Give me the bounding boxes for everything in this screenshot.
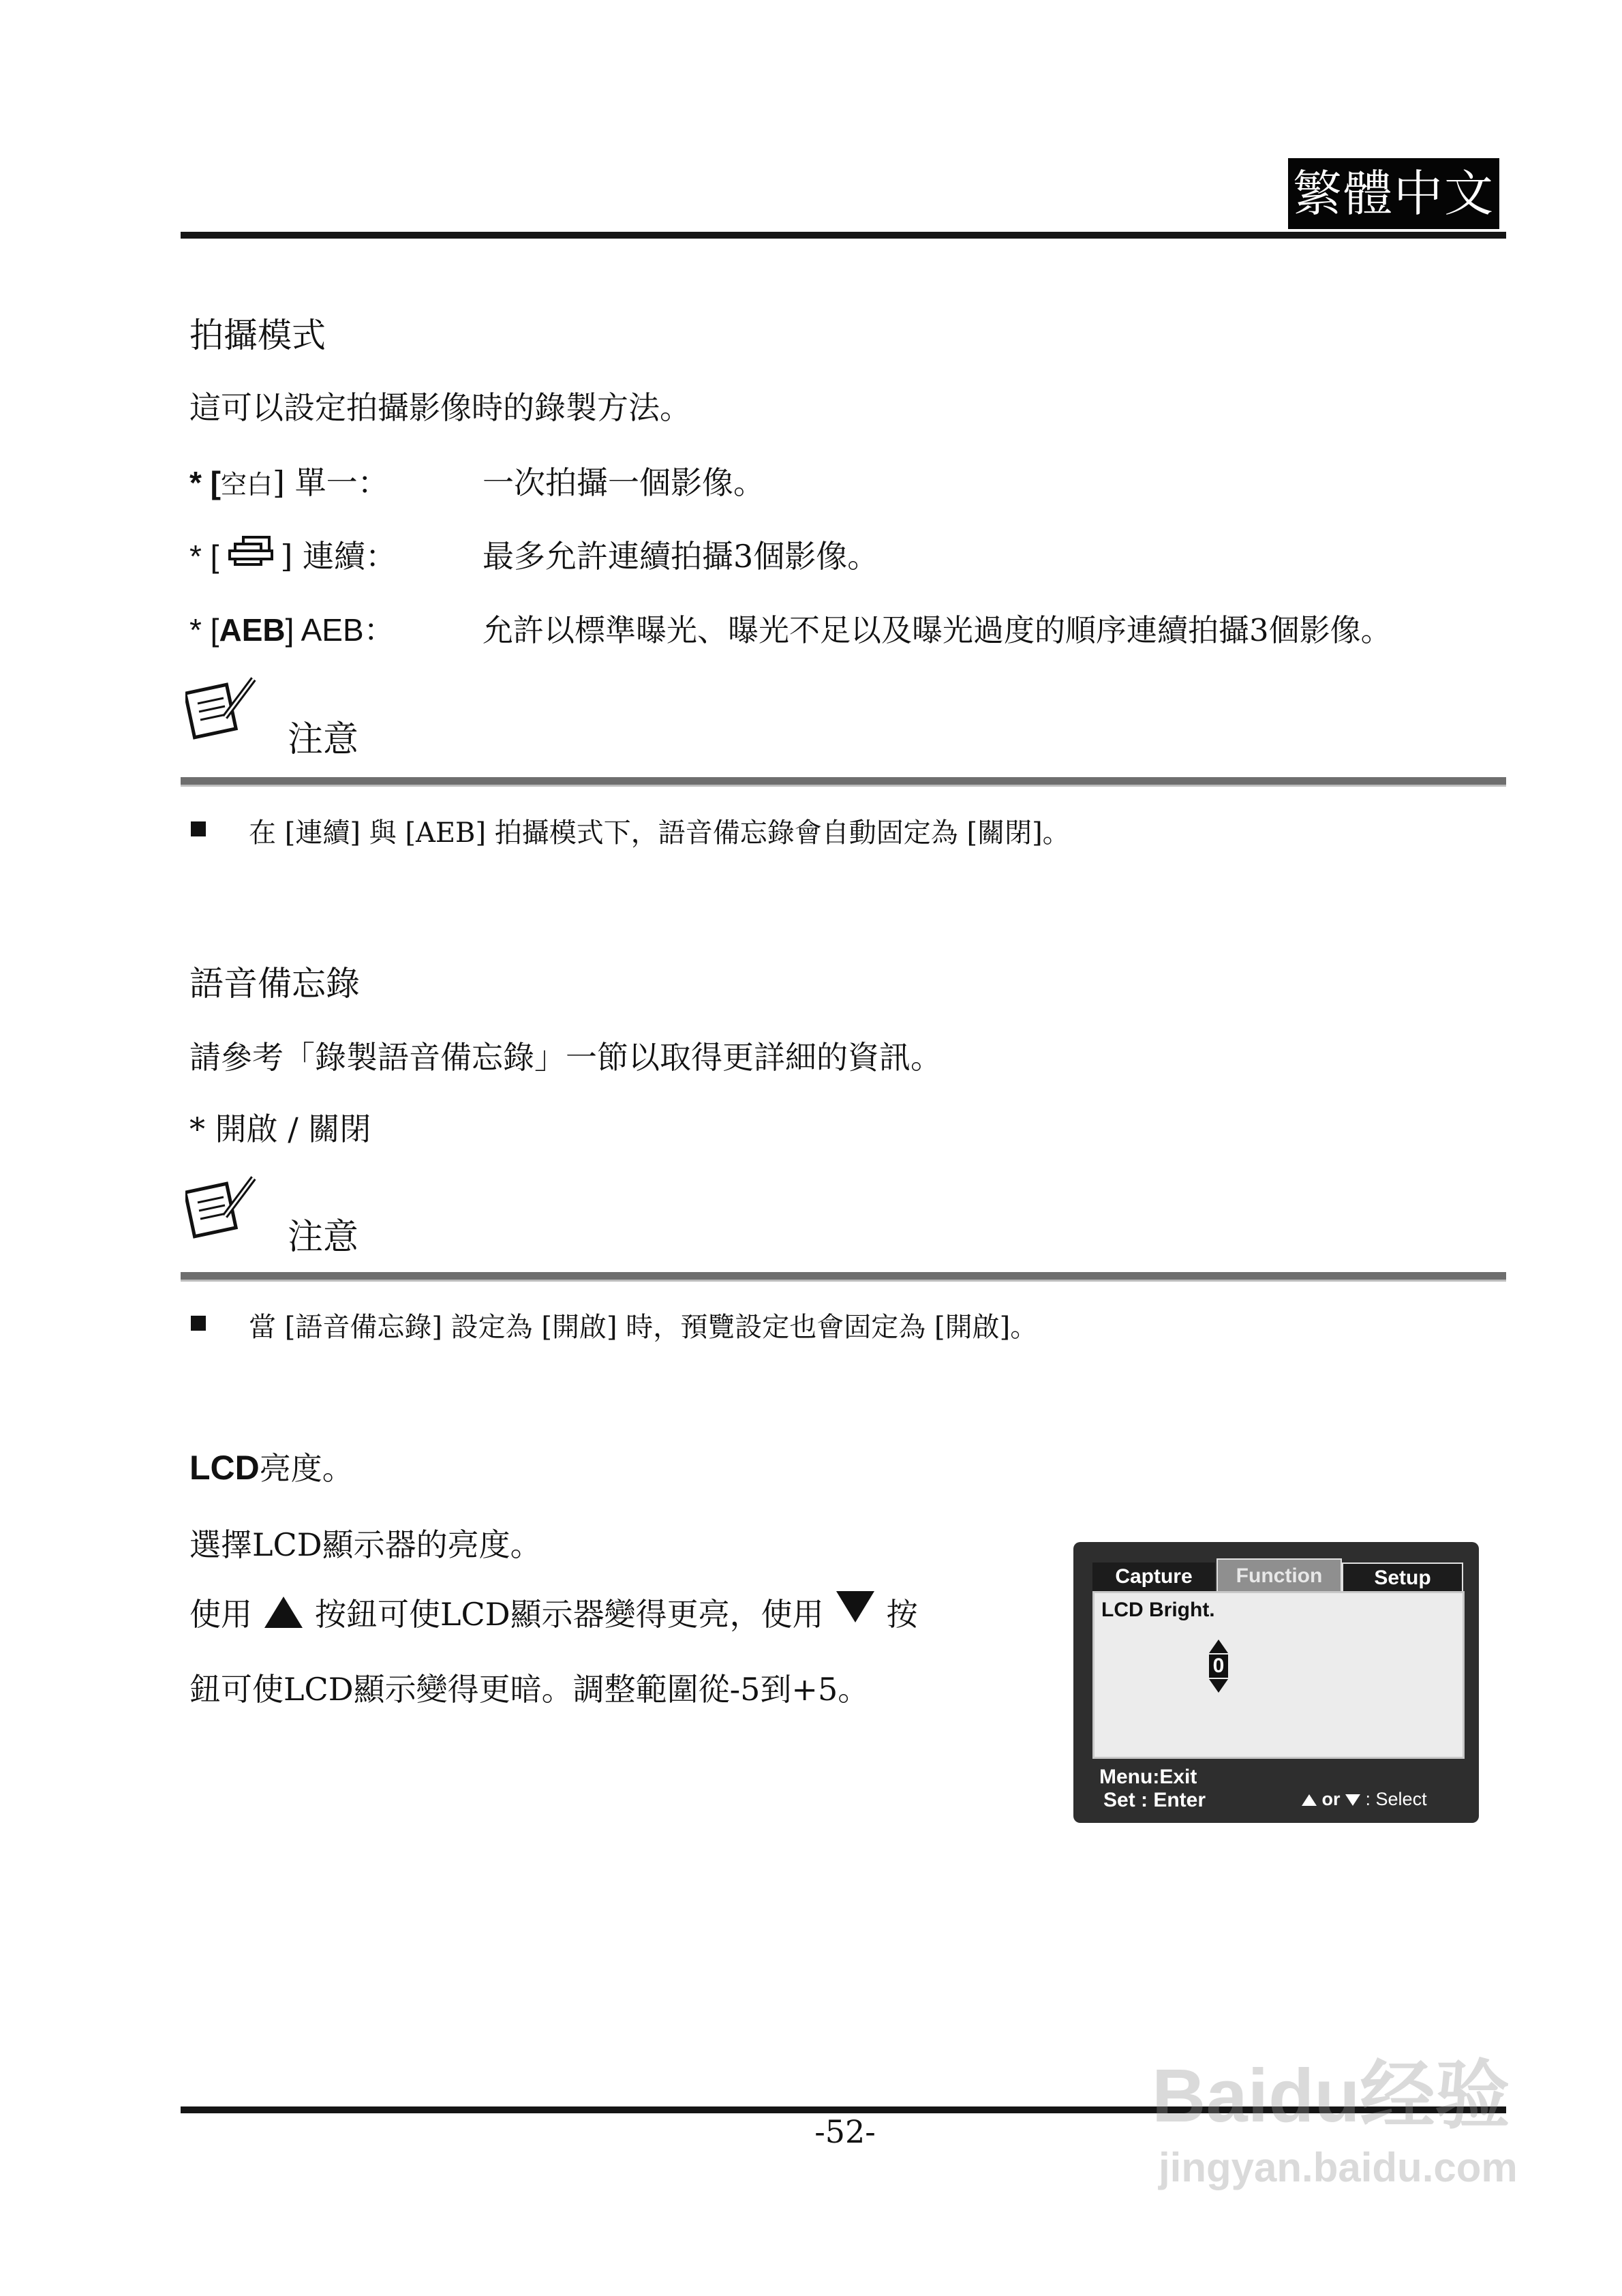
option-single-desc: 一次拍攝一個影像。 bbox=[483, 464, 765, 501]
section-description: 這可以設定拍攝影像時的錄製方法。 bbox=[189, 389, 691, 426]
option-aeb: * [AEB] AEB： bbox=[189, 612, 395, 648]
note-text-2: 當 [語音備忘錄] 設定為 [開啟] 時，預覽設定也會固定為 [開啟]。 bbox=[249, 1312, 1038, 1343]
brightness-stepper bbox=[1207, 1640, 1230, 1693]
watermark bbox=[1152, 2052, 1518, 2195]
note-text-1: 在 [連續] 與 [AEB] 拍攝模式下，語音備忘錄會自動固定為 [關閉]。 bbox=[249, 817, 1070, 849]
tab-setup: Setup bbox=[1342, 1562, 1463, 1592]
lcd-instruction-line-2: 鈕可使LCD顯示變得更暗。調整範圍從-5到+5。 bbox=[189, 1671, 870, 1708]
burst-icon bbox=[228, 536, 271, 571]
down-triangle-icon bbox=[1345, 1794, 1360, 1806]
option-burst: * [ ] 連續： bbox=[189, 532, 397, 577]
set-enter-hint: Set : Enter bbox=[1103, 1789, 1206, 1811]
watermark-brand: Baidu经验 bbox=[1152, 2054, 1510, 2138]
header-rule bbox=[181, 232, 1506, 239]
watermark-url: jingyan.baidu.com bbox=[1159, 2145, 1518, 2190]
down-triangle-icon bbox=[836, 1591, 874, 1622]
tab-capture: Capture bbox=[1092, 1562, 1215, 1591]
lcd-bright-label: LCD Bright. bbox=[1101, 1599, 1215, 1621]
lcd-description: 選擇LCD顯示器的亮度。 bbox=[189, 1526, 542, 1563]
single-icon-label: 空白 bbox=[221, 470, 273, 500]
lcd-menu-screenshot bbox=[1073, 1542, 1479, 1823]
section-title-voice-memo: 語音備忘錄 bbox=[189, 964, 360, 1003]
bullet-square bbox=[191, 1316, 206, 1331]
bullet-square bbox=[191, 821, 206, 836]
section-title-capture-mode: 拍攝模式 bbox=[189, 316, 326, 355]
select-hint: or : Select bbox=[1302, 1789, 1427, 1810]
stepper-down-icon bbox=[1209, 1679, 1228, 1693]
lcd-menu-panel bbox=[1092, 1591, 1465, 1759]
lcd-instruction-line-1: 使用 按鈕可使LCD顯示器變得更亮，使用 按 bbox=[189, 1590, 918, 1635]
lcd-footer-hints bbox=[1099, 1766, 1206, 1812]
note-title-1: 注意 bbox=[288, 719, 359, 760]
option-single: * [空白] 單一： bbox=[189, 464, 389, 501]
section-title-lcd-brightness: LCD亮度。 bbox=[189, 1449, 354, 1487]
brightness-value: 0 bbox=[1209, 1655, 1228, 1678]
note-rule-2 bbox=[181, 1272, 1506, 1282]
menu-exit-hint: Menu:Exit bbox=[1099, 1766, 1197, 1788]
page-number: -52- bbox=[814, 2113, 876, 2150]
option-aeb-desc: 允許以標準曝光、曝光不足以及曝光過度的順序連續拍攝3個影像。 bbox=[483, 612, 1392, 648]
up-triangle-icon bbox=[264, 1597, 303, 1628]
note-rule-1 bbox=[181, 777, 1506, 787]
notepad-pencil-icon bbox=[185, 675, 260, 743]
language-tag: 繁體中文 bbox=[1288, 158, 1499, 229]
voice-memo-options: * 開啟 / 關閉 bbox=[189, 1111, 371, 1147]
note-title-2: 注意 bbox=[288, 1217, 359, 1258]
stepper-up-icon bbox=[1209, 1640, 1228, 1653]
tab-function: Function bbox=[1216, 1558, 1342, 1592]
option-burst-desc: 最多允許連續拍攝3個影像。 bbox=[483, 538, 879, 575]
voice-memo-description: 請參考「錄製語音備忘錄」一節以取得更詳細的資訊。 bbox=[189, 1039, 942, 1076]
up-triangle-icon bbox=[1302, 1794, 1317, 1806]
notepad-pencil-icon bbox=[185, 1174, 260, 1242]
